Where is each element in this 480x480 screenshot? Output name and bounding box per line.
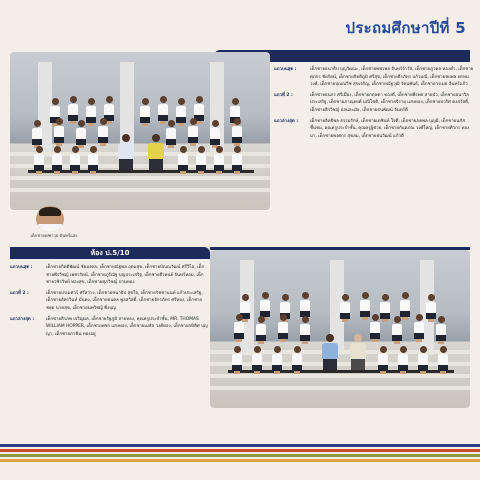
student-figure bbox=[378, 346, 388, 374]
row-names: เด็กชายสิรภพ เจริญผล, เด็กชายรัฐภูมิ สายทอง, คุณครูประจำชั้น, MR. THOMAS WILLIAM HOPPER, เด็กชายพชร แสงทอง, เด็กชายเมธัส วงศ์ทอง, เด็กชายกษิดิศ บุญญา, เด็กชายภาคิน ทองอยู่ bbox=[46, 316, 208, 337]
student-figure bbox=[54, 118, 64, 146]
class-label-bar bbox=[270, 50, 470, 62]
class-name-list bbox=[274, 66, 474, 140]
student-figure bbox=[34, 146, 44, 174]
name-row bbox=[274, 118, 474, 141]
student-figure bbox=[166, 120, 176, 148]
portrait-caption: เด็กชายคฑาวุธ อินทร์แสง bbox=[30, 233, 78, 238]
stair-step bbox=[210, 386, 470, 390]
student-figure bbox=[86, 98, 96, 126]
row-names: เด็กชายปรเมศวร์ ศรีสว่าง, เด็กชายชนาธิป สุขใจ, เด็กชายรัชชานนท์ แก้วประเสริฐ, เด็กชายอัครวินท์ มั่นคง, เด็กชายธนดล พูลสวัสดิ์, เด็กชายจักรภัทร ศรีทอง, เด็กชายชยุต นาคสุข, เด็กชายนพวิชญ์ พึ่งบุญ bbox=[46, 290, 203, 311]
class-label: ห้อง ป.5/10 bbox=[10, 247, 210, 259]
teacher-figure bbox=[350, 334, 366, 374]
stripe bbox=[0, 444, 480, 447]
row-label: แถวบนสุด : bbox=[10, 265, 33, 270]
student-figure bbox=[88, 146, 98, 174]
student-figure bbox=[98, 118, 108, 146]
stripe bbox=[0, 459, 480, 462]
student-figure bbox=[252, 346, 262, 374]
name-row bbox=[274, 92, 474, 115]
row-label: แถวที่ 2 : bbox=[274, 92, 293, 98]
student-figure bbox=[196, 146, 206, 174]
name-row bbox=[10, 316, 208, 339]
student-figure bbox=[232, 146, 242, 174]
row-label: แถวที่ 2 : bbox=[10, 290, 29, 296]
student-figure bbox=[414, 314, 424, 342]
decorative-stripes bbox=[0, 444, 480, 468]
teacher-figure bbox=[322, 334, 338, 374]
stair-step bbox=[210, 362, 470, 366]
student-figure bbox=[426, 294, 436, 322]
student-portrait bbox=[36, 206, 64, 232]
student-figure bbox=[52, 146, 62, 174]
row-label: แถวล่างสุด : bbox=[10, 316, 35, 322]
stripe bbox=[0, 449, 480, 452]
name-row bbox=[10, 290, 208, 313]
stair-step bbox=[10, 188, 270, 192]
stair-step bbox=[10, 164, 270, 168]
student-figure bbox=[214, 146, 224, 174]
student-figure bbox=[392, 316, 402, 344]
teacher-figure bbox=[118, 134, 134, 174]
row-names: เด็กชายอิทธิพล ธรรมรักษ์, เด็กชายเตชินท์ ใจดี, เด็กชายภคพล บุญมี, เด็กชายนภัส ชื่นชม, คุณครูประจำชั้น, คุณครูผู้ช่วย, เด็กชายกันตภณ วงศ์ใหญ่, เด็กชายศิวกร ทองมา, เด็กชายพงศกร สุขสม, เด็กชายธนวัฒน์ แก้วดี bbox=[310, 118, 470, 139]
student-figure bbox=[32, 120, 42, 148]
stripe bbox=[0, 454, 480, 457]
student-figure bbox=[178, 146, 188, 174]
student-figure bbox=[76, 120, 86, 148]
name-row bbox=[10, 264, 208, 287]
student-figure bbox=[176, 98, 186, 126]
student-figure bbox=[300, 316, 310, 344]
student-figure bbox=[256, 316, 266, 344]
student-figure bbox=[278, 314, 288, 342]
student-figure bbox=[370, 314, 380, 342]
student-figure bbox=[140, 98, 150, 126]
name-row bbox=[274, 66, 474, 89]
student-figure bbox=[418, 346, 428, 374]
row-names: เด็กชายธนาธิป บุญวัฒนะ, เด็กชายพชรพล จันทร์จำรัส, เด็กชายภูวดล ทองคำ, เด็กชายศุภกร ชัยรัตน์, เด็กชายกิตติภูมิ ศรีสุข, เด็กชายธีรภัทร แก้วมณี, เด็กชายชยพล พรหมวงศ์, เด็กชายปุณณวิช สุขเจริญ, เด็กชายณัฐวุฒิ รัตนพันธ์, เด็กชายวรเมธ อินทร์แก้ว bbox=[310, 67, 474, 88]
row-names: เด็กชายธนกร ศรีเมือง, เด็กชายกฤษดา ทองดี, เด็กชายพีรพล สายบัว, เด็กชายอนาวิล ประเสริฐ, เด็กชายภาณุพงศ์ มณีโชติ, เด็กชายจิรายุ แสงทอง, เด็กชายปวริศ คงสวัสดิ์, เด็กชายสิรวิชญ์ อ่อนละมัย, เด็กชายธนพัฒน์ จันทร์ดี bbox=[310, 92, 470, 113]
row-label: แถวบนสุด : bbox=[274, 67, 297, 72]
stair-step bbox=[10, 176, 270, 180]
class-photo bbox=[210, 250, 470, 408]
student-figure bbox=[438, 346, 448, 374]
class-photo bbox=[10, 52, 270, 210]
student-figure bbox=[210, 120, 220, 148]
student-figure bbox=[360, 292, 370, 320]
stair-step bbox=[210, 350, 470, 354]
student-figure bbox=[188, 118, 198, 146]
class-name-list bbox=[10, 264, 208, 338]
page-title: ประถมศึกษาปีที่ 5 bbox=[345, 19, 466, 37]
student-figure bbox=[292, 346, 302, 374]
row-names: เด็กชายกิตติพัฒน์ ชัยมงคล, เด็กชายณัฐพล อุดมสุข, เด็กชายปัณณวัฒน์ ศรีวิไล, เด็กชายพีรวิชญ์ เพชรรัตน์, เด็กชายภูริณัฐ บุญประเสริฐ, เด็กชายธีรดนย์ จันทร์หอม, เด็กชายวชิรวิทย์ ทองสุข, เด็กชายศุภวิชญ์ ปานทอง bbox=[46, 265, 205, 286]
student-figure bbox=[380, 294, 390, 322]
student-figure bbox=[272, 346, 282, 374]
student-figure bbox=[340, 294, 350, 322]
student-figure bbox=[436, 316, 446, 344]
student-figure bbox=[232, 118, 242, 146]
student-figure bbox=[70, 146, 80, 174]
student-figure bbox=[234, 314, 244, 342]
stair-step bbox=[210, 374, 470, 378]
student-figure bbox=[232, 346, 242, 374]
row-label: แถวล่างสุด : bbox=[274, 118, 299, 124]
student-figure bbox=[398, 346, 408, 374]
teacher-figure bbox=[148, 134, 164, 174]
stair-step bbox=[10, 152, 270, 156]
